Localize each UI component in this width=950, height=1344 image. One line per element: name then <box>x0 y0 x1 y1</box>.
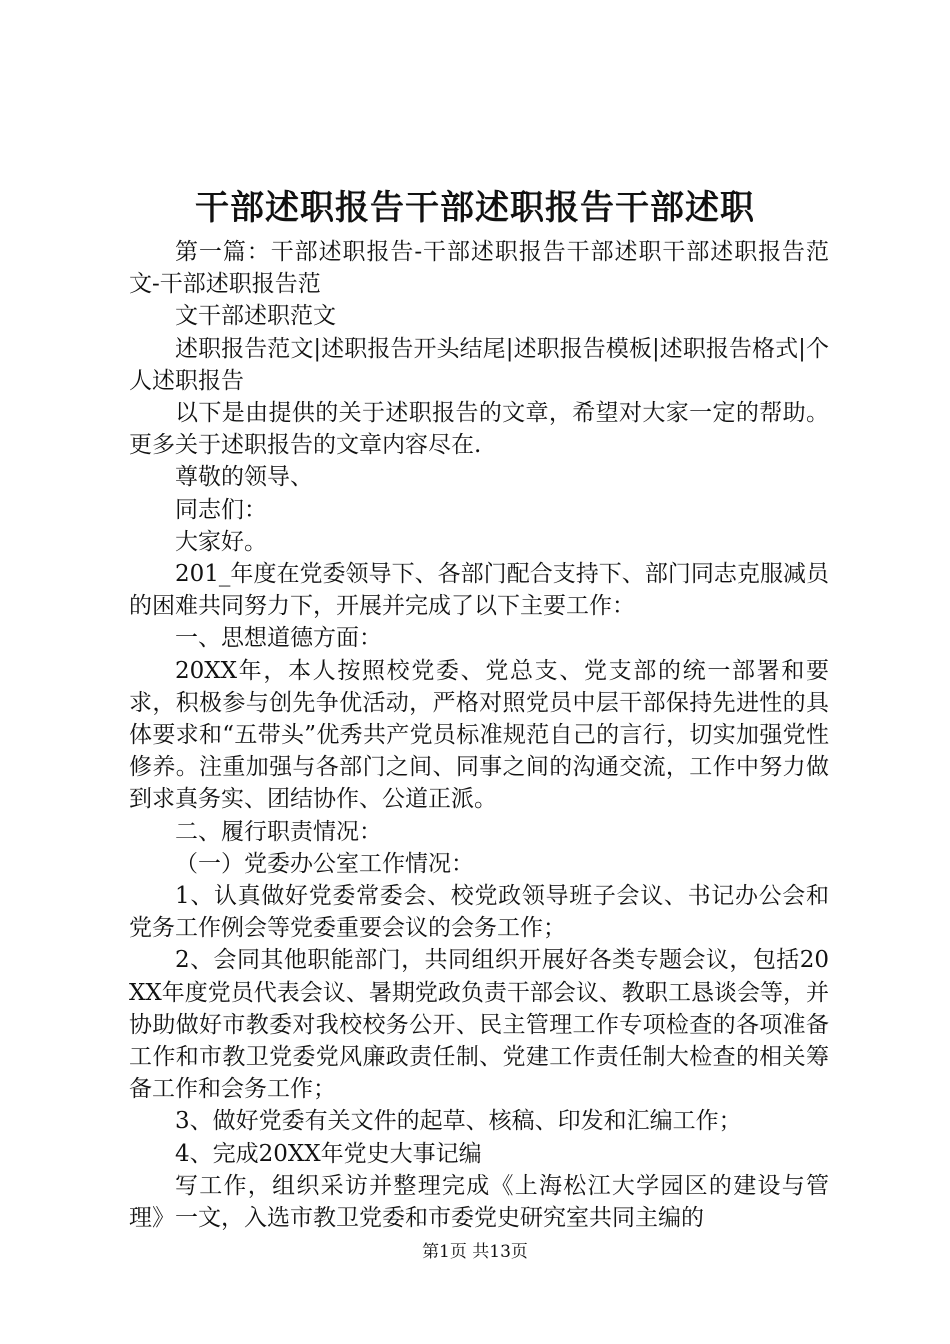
page-footer: 第1页 共13页 <box>422 1242 528 1262</box>
paragraph: 大家好。 <box>175 528 267 555</box>
paragraph: 述职报告范文|述职报告开头结尾|述职报告模板|述职报告格式|个人述职报告 <box>129 335 829 394</box>
paragraph: （一）党委办公室工作情况： <box>175 850 474 877</box>
paragraph: 4、完成20XX年党史大事记编 <box>175 1140 482 1167</box>
paragraph: 一、思想道德方面： <box>175 625 382 652</box>
paragraph: 1、认真做好党委常委会、校党政领导班子会议、书记办公会和党务工作例会等党委重要会议的会务工作； <box>129 883 829 942</box>
document-body <box>129 236 829 1234</box>
document-title: 干部述职报告干部述职报告干部述职 <box>195 188 755 228</box>
paragraph: 同志们： <box>175 496 267 523</box>
paragraph: 以下是由提供的关于述职报告的文章，希望对大家一定的帮助。更多关于述职报告的文章内容尽在. <box>129 400 829 459</box>
paragraph: 2、会同其他职能部门，共同组织开展好各类专题会议，包括20XX年度党员代表会议、暑期党政负责干部会议、教职工恳谈会等，并协助做好市教委对我校校务公开、民主管理工作专项检查的各项准备工作和市教卫党委党风廉政责任制、党建工作责任制大检查的相关筹备工作和会务工作； <box>129 947 829 1103</box>
paragraph: 写工作，组织采访并整理完成《上海松江大学园区的建设与管理》一文，入选市教卫党委和市委党史研究室共同主编的 <box>129 1172 829 1232</box>
paragraph: 尊敬的领导、 <box>175 464 313 491</box>
paragraph: 20XX年，本人按照校党委、党总支、党支部的统一部署和要求，积极参与创先争优活动，严格对照党员中层干部保持先进性的具体要求和“五带头”优秀共产党员标准规范自己的言行，切实加强党性修养。注重加强与各部门之间、同事之间的沟通交流，工作中努力做到求真务实、团结协作、公道正派。 <box>129 657 829 813</box>
paragraph: 二、履行职责情况： <box>175 818 382 845</box>
paragraph: 201_年度在党委领导下、各部门配合支持下、部门同志克服减员的困难共同努力下，开展并完成了以下主要工作： <box>129 561 829 620</box>
paragraph: 3、做好党委有关文件的起草、核稿、印发和汇编工作； <box>175 1108 742 1135</box>
paragraph: 文干部述职范文 <box>175 303 336 330</box>
paragraph: 第一篇：干部述职报告-干部述职报告干部述职干部述职报告范文-干部述职报告范 <box>129 239 829 298</box>
